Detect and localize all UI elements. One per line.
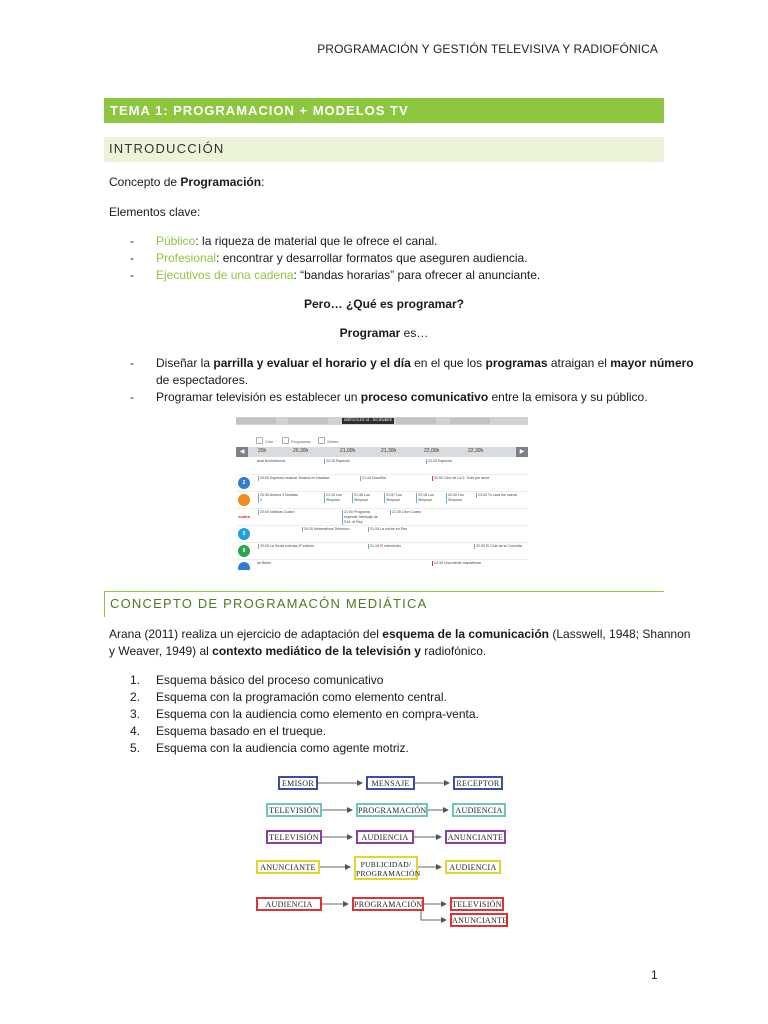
channel-row — [236, 475, 528, 492]
bullet-term: Ejecutivos de una cadena — [156, 268, 294, 282]
programar-line — [0, 326, 768, 340]
filter-programas — [282, 437, 311, 444]
schedule-subtabs — [236, 426, 528, 433]
box-television: TELEVISIÓN — [266, 803, 322, 817]
text: (Lasswell, 1948; Shannon — [549, 627, 691, 641]
box-programacion: PROGRAMACIÓN — [352, 897, 424, 911]
lasexta-logo-icon: 6 — [238, 545, 250, 557]
schedule-tab — [396, 418, 436, 424]
program: 21:15 El intermedio — [370, 544, 401, 548]
chevron-right-icon: ▶ — [516, 447, 528, 457]
text: y Weaver, 1949) al — [109, 644, 213, 658]
la1-logo-icon — [238, 460, 250, 472]
channel-row — [236, 560, 528, 570]
cuatro-logo-icon: cuatro — [238, 511, 250, 523]
arana-paragraph-line1 — [109, 627, 690, 641]
bullet-rest: : la riqueza de material que le ofrece el canal. — [195, 234, 438, 248]
arana-paragraph-line2 — [109, 644, 486, 658]
list-number: 5. — [130, 741, 141, 755]
list-item: Esquema basado en el trueque. — [156, 724, 327, 738]
channel-row — [236, 509, 528, 526]
channel-row — [236, 543, 528, 560]
filter-series — [318, 437, 339, 444]
question-line: Pero… ¿Qué es programar? — [303, 297, 465, 311]
bold-term: parrilla y evaluar el horario y el día — [213, 356, 411, 370]
program: 22:30 El Club de la Comedia — [476, 544, 522, 548]
filter-label: Programas — [291, 439, 311, 444]
program: 22:00 Cine de La 2: Todo por amor — [434, 476, 490, 480]
hour-label: 20h — [258, 448, 267, 454]
list-item: Esquema básico del proceso comunicativo — [156, 673, 384, 687]
bullet-item — [156, 234, 438, 248]
box-anunciante: ANUNCIANTE — [450, 913, 508, 927]
program: anal Nochebuena — [257, 459, 286, 463]
la2-logo-icon: 2 — [238, 477, 250, 489]
list-number: 1. — [130, 673, 141, 687]
list-item: Esquema con la programación como elemento central. — [156, 690, 447, 704]
communication-scheme-diagram — [254, 772, 514, 932]
arrow-line — [421, 911, 446, 920]
program: 20:30 Informativos Telecinco — [304, 527, 350, 531]
filter-label: Series — [327, 439, 339, 444]
bullet-dash: - — [130, 390, 134, 404]
bold-term: Programar — [339, 326, 401, 340]
text: Programar televisión es establecer un — [156, 390, 361, 404]
hour-label: 20,30h — [293, 448, 309, 454]
hour-label: 22,00h — [424, 448, 440, 454]
program: 20:35 Antena 3 Noticias 2 — [258, 493, 300, 503]
schedule-tab — [236, 418, 276, 424]
hour-label: 21,00h — [340, 448, 356, 454]
program: 22:30 Una mente maravillosa — [434, 561, 481, 565]
schedule-tab — [288, 418, 328, 424]
concepto-line — [109, 175, 264, 189]
text: Concepto de — [109, 175, 181, 189]
intro-heading: INTRODUCCIÓN — [104, 137, 664, 162]
text: radiofónico. — [420, 644, 487, 658]
program: de Belén — [257, 561, 272, 565]
definition-1 — [156, 356, 694, 370]
program: 21:35 Cine Cuatro — [392, 510, 422, 514]
box-anunciante: ANUNCIANTE — [445, 830, 506, 844]
bullet-rest: : encontrar y desarrollar formatos que aseguren audiencia. — [216, 251, 528, 265]
text: en el que los — [410, 356, 486, 370]
program: 21:57 Los Simpson — [384, 493, 404, 503]
page-number: 1 — [651, 968, 658, 982]
bullet-item — [156, 268, 540, 282]
box-television: TELEVISIÓN — [266, 830, 322, 844]
checkbox-icon — [282, 437, 289, 444]
bullet-dash: - — [130, 268, 134, 282]
program: 21:16 Docufilia — [362, 476, 386, 480]
antena3-logo-icon — [238, 494, 250, 506]
box-audiencia: AUDIENCIA — [452, 803, 506, 817]
box-line: PUBLICIDAD/ — [360, 860, 412, 869]
channel-row — [236, 458, 528, 475]
list-item: Esquema con la audiencia como elemento en compra-venta. — [156, 707, 479, 721]
program: 23:25 Especial — [428, 459, 452, 463]
hour-label: 21,30h — [381, 448, 397, 454]
bullet-rest: : “bandas horarias” para ofrecer al anunciante. — [293, 268, 541, 282]
definition-2 — [156, 390, 648, 404]
elementos-line: Elementos clave: — [109, 205, 201, 219]
channel-logo-icon — [238, 562, 250, 570]
definition-1-cont: de espectadores. — [156, 373, 249, 387]
bullet-term: Público — [156, 234, 196, 248]
channel-row — [236, 492, 528, 509]
bold-term: mayor número — [610, 356, 694, 370]
program: 22:18 Los Simpson — [416, 493, 436, 503]
bold-term: contexto mediático de la televisión y — [212, 644, 421, 658]
list-number: 2. — [130, 690, 141, 704]
text: : — [261, 175, 265, 189]
program: 21:15 La noche en Paz — [370, 527, 407, 531]
box-publicidad-programacion — [354, 856, 421, 880]
list-number: 3. — [130, 707, 141, 721]
concepto-heading: CONCEPTO DE PROGRAMACÓN MEDIÁTICA — [104, 591, 664, 617]
bullet-dash: - — [130, 356, 134, 370]
box-mensaje: MENSAJE — [366, 776, 415, 790]
program: 20:00 Especial musical: Música en Navidad — [260, 476, 330, 480]
box-audiencia: AUDIENCIA — [256, 897, 322, 911]
program: 20:00 La Sexta noticias 2ª edición — [260, 544, 315, 548]
bold-term: proceso comunicativo — [360, 390, 489, 404]
text: entre la emisora y su público. — [488, 390, 648, 404]
chevron-left-icon: ◀ — [236, 447, 248, 457]
channel-row — [236, 526, 528, 543]
bold-term: Programación — [180, 175, 262, 189]
program: 21:15 Los Simpson — [324, 493, 344, 503]
tv-schedule-image — [236, 417, 528, 570]
program: 21:38 Los Simpson — [352, 493, 372, 503]
program: 22:40 Los Simpson — [446, 493, 466, 503]
bold-term: esquema de la comunicación — [382, 627, 550, 641]
list-item: Esquema con la audiencia como agente motriz. — [156, 741, 409, 755]
hour-label: 22,30h — [468, 448, 484, 454]
text: Diseñar la — [156, 356, 214, 370]
tema-title: TEMA 1: PROGRAMACION + MODELOS TV — [104, 98, 664, 123]
box-emisor: EMISOR — [278, 776, 318, 790]
bold-term: programas — [485, 356, 548, 370]
program: 21:00 Programa especial: Mensaje de S.M. el Rey — [342, 510, 380, 525]
checkbox-icon — [256, 437, 263, 444]
schedule-filters — [236, 435, 528, 445]
box-television: TELEVISIÓN — [450, 897, 504, 911]
filter-cine — [256, 437, 274, 444]
checkbox-icon — [318, 437, 325, 444]
program: 20:00 Noticias Cuatro — [260, 510, 295, 514]
running-header: PROGRAMACIÓN Y GESTIÓN TELEVISIVA Y RADIOFÓNICA — [317, 42, 658, 56]
box-line: PROGRAMACIÓN — [356, 869, 421, 878]
box-audiencia: AUDIENCIA — [445, 860, 501, 874]
schedule-tab — [450, 418, 490, 424]
text: Arana (2011) realiza un ejercicio de adaptación del — [109, 627, 383, 641]
telecinco-logo-icon: 5 — [238, 528, 250, 540]
box-anunciante: ANUNCIANTE — [256, 860, 320, 874]
list-number: 4. — [130, 724, 141, 738]
box-audiencia: AUDIENCIA — [356, 830, 414, 844]
program: 22:15 Especial — [326, 459, 350, 463]
bullet-term: Profesional — [156, 251, 217, 265]
schedule-tab-active: MIÉRCOLES 24 · DICIEMBRE — [344, 418, 393, 422]
bullet-dash: - — [130, 234, 134, 248]
program: 23:00 Tu cara me suena — [478, 493, 517, 497]
text: es… — [400, 326, 429, 340]
text: atraigan el — [547, 356, 611, 370]
schedule-tabs — [236, 417, 528, 425]
bullet-dash: - — [130, 251, 134, 265]
filter-label: Cine — [265, 439, 274, 444]
box-receptor: RECEPTOR — [453, 776, 503, 790]
bullet-item — [156, 251, 528, 265]
box-programacion: PROGRAMACIÓN — [356, 803, 428, 817]
hour-bar — [236, 447, 528, 457]
